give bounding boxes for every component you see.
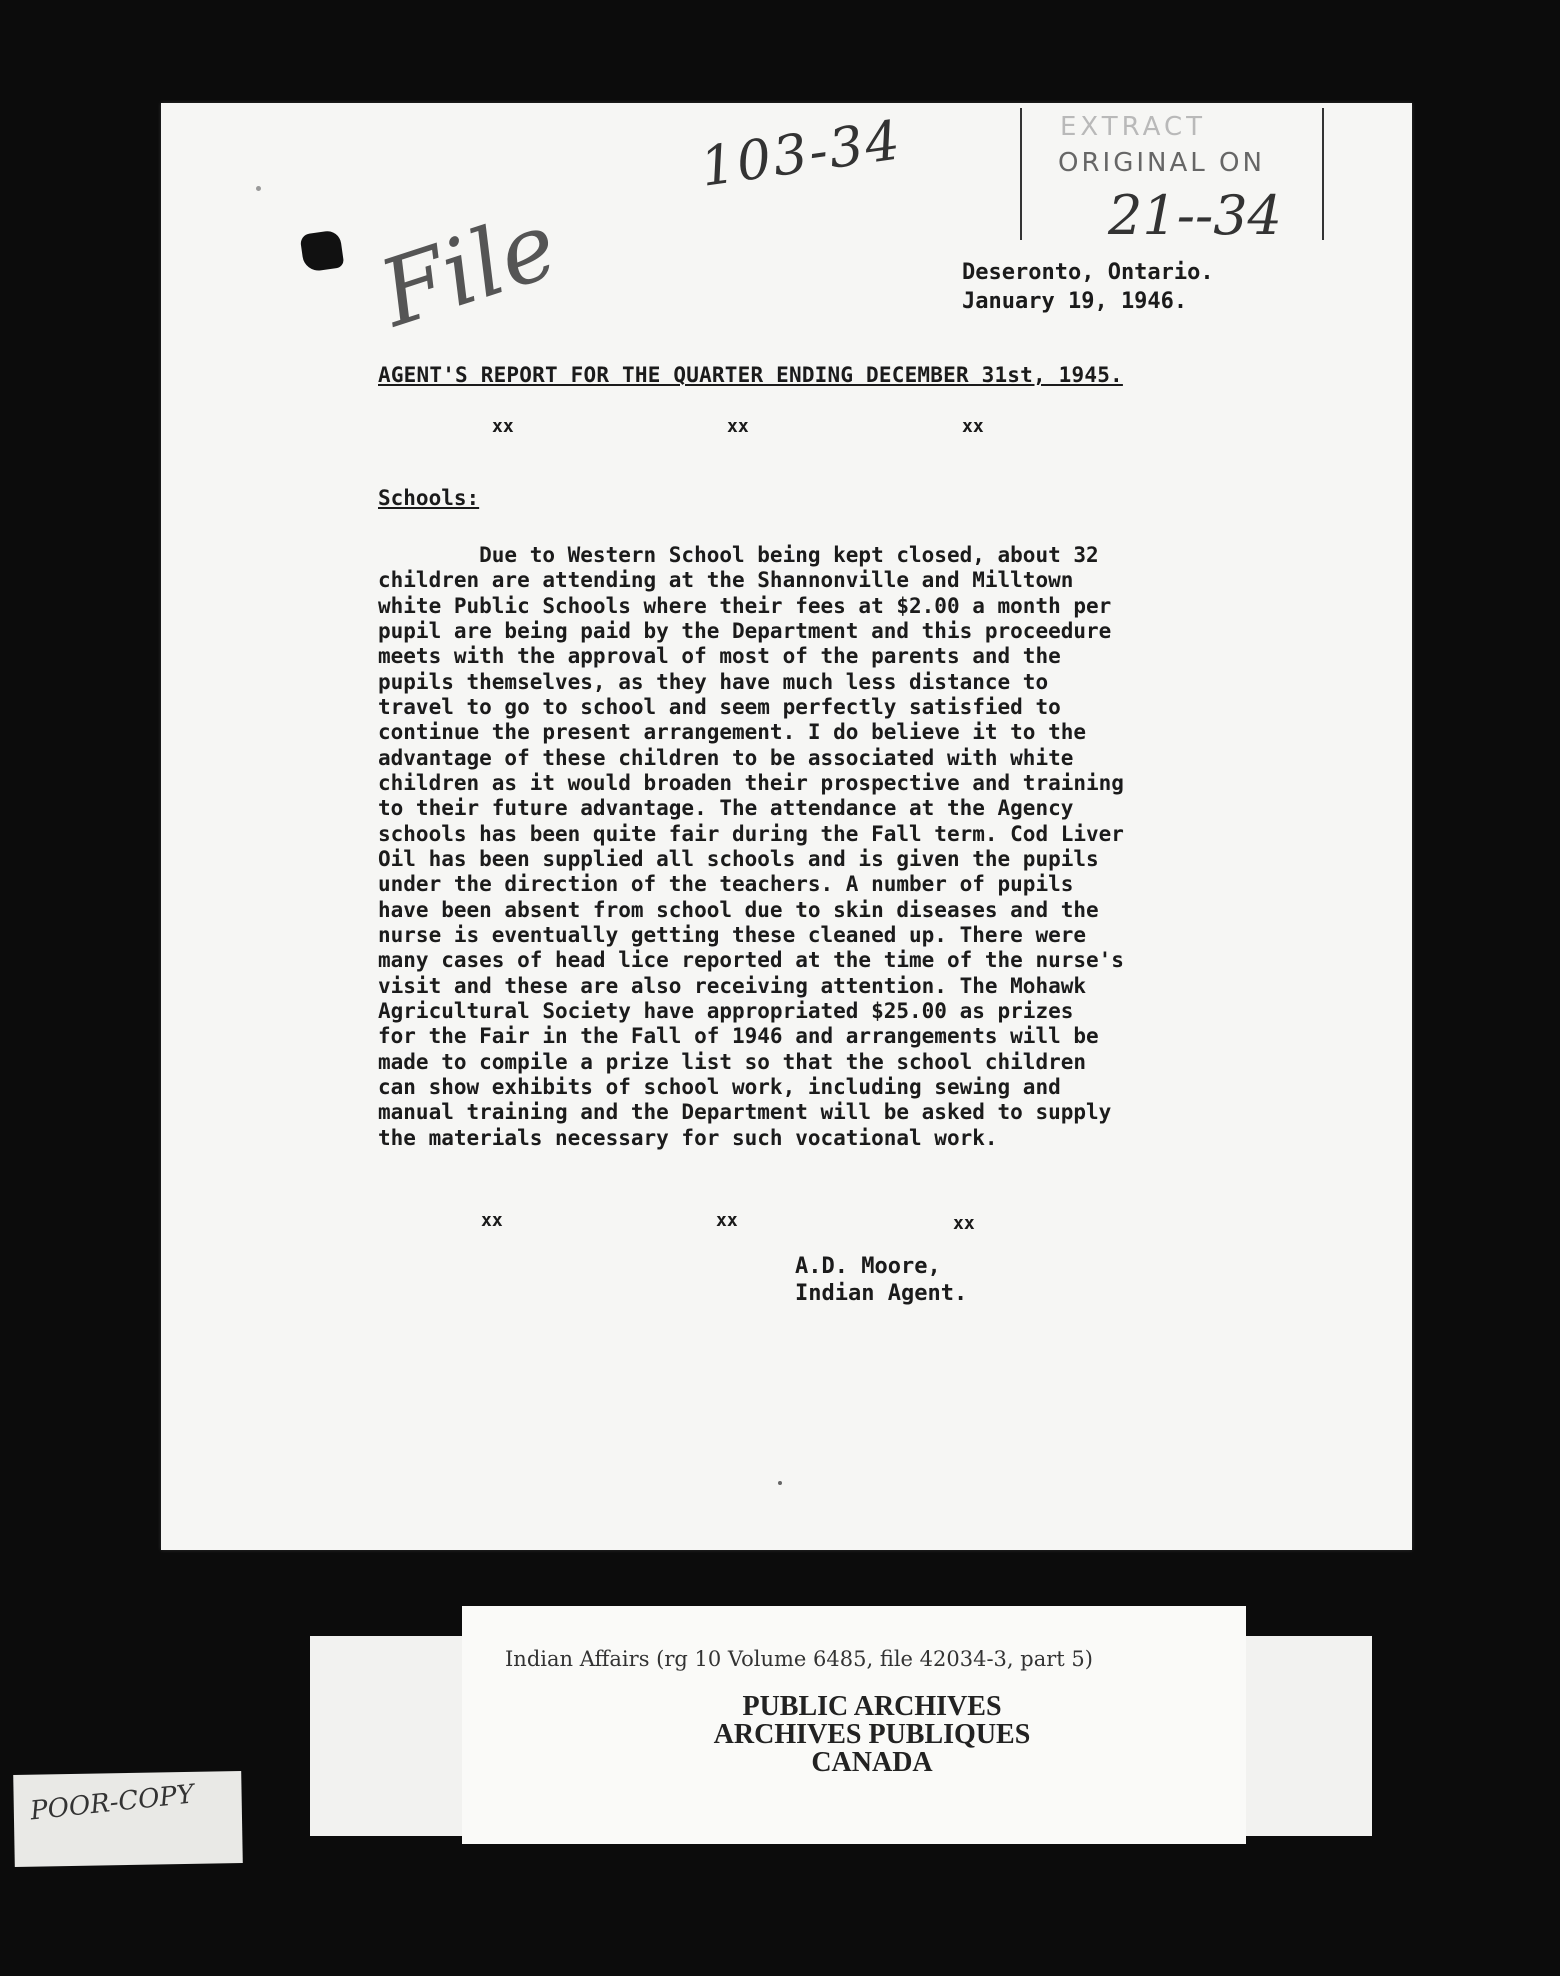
- body-line: travel to go to school and seem perfectly satisfied to: [378, 695, 1061, 719]
- body-line: many cases of head lice reported at the time of the nurse's: [378, 948, 1124, 972]
- separator-mark: xx: [716, 1210, 738, 1231]
- body-line: Oil has been supplied all schools and is given the pupils: [378, 847, 1099, 871]
- body-line: advantage of these children to be associated with white: [378, 746, 1074, 770]
- handwritten-file-annotation: File: [367, 191, 570, 348]
- signatory-title: Indian Agent.: [795, 1281, 968, 1306]
- letter-header: [962, 258, 1214, 316]
- body-line: have been absent from school due to skin diseases and the: [378, 898, 1099, 922]
- body-line: for the Fair in the Fall of 1946 and arrangements will be: [378, 1024, 1099, 1048]
- report-title: AGENT'S REPORT FOR THE QUARTER ENDING DECEMBER 31st, 1945.: [378, 363, 1123, 387]
- archive-reference: Indian Affairs (rg 10 Volume 6485, file 42034-3, part 5): [505, 1647, 1093, 1671]
- stamp-handwritten-number: 21--34: [1108, 184, 1282, 247]
- body-line: under the direction of the teachers. A number of pupils: [378, 872, 1074, 896]
- body-line: to their future advantage. The attendance at the Agency: [378, 796, 1074, 820]
- body-line: nurse is eventually getting these cleaned up. There were: [378, 923, 1087, 947]
- punch-hole-mark: [300, 229, 345, 272]
- signature-block: [795, 1253, 967, 1307]
- stamp-line-1: EXTRACT: [1060, 112, 1207, 142]
- body-line: the materials necessary for such vocational work.: [378, 1126, 998, 1150]
- body-line: continue the present arrangement. I do believe it to the: [378, 720, 1087, 744]
- archives-line-3: CANADA: [811, 1747, 933, 1778]
- speck: [256, 186, 261, 191]
- body-line: pupils themselves, as they have much less distance to: [378, 670, 1049, 694]
- body-line: children are attending at the Shannonville and Milltown: [378, 568, 1074, 592]
- separator-mark: xx: [481, 1210, 503, 1231]
- body-line: white Public Schools where their fees at $2.00 a month per: [378, 594, 1112, 618]
- signatory-name: A.D. Moore,: [795, 1254, 941, 1279]
- body-line: visit and these are also receiving attention. The Mohawk: [378, 974, 1087, 998]
- archives-line-2: ARCHIVES PUBLIQUES: [713, 1719, 1031, 1750]
- separator-mark: xx: [953, 1213, 975, 1234]
- body-line: manual training and the Department will be asked to supply: [378, 1100, 1112, 1124]
- date: January 19, 1946.: [962, 289, 1188, 314]
- handwritten-file-number: 103-34: [696, 108, 906, 199]
- archives-stamp: [562, 1693, 1182, 1777]
- body-line: children as it would broaden their prospective and training: [378, 771, 1124, 795]
- body-line: Agricultural Society have appropriated $25.00 as prizes: [378, 999, 1074, 1023]
- archives-line-1: PUBLIC ARCHIVES: [742, 1691, 1002, 1722]
- separator-mark: xx: [727, 416, 749, 437]
- body-line: pupil are being paid by the Department and this proceedure: [378, 619, 1112, 643]
- body-line: can show exhibits of school work, including sewing and: [378, 1075, 1061, 1099]
- place: Deseronto, Ontario.: [962, 260, 1214, 285]
- section-heading: Schools:: [378, 486, 480, 510]
- separator-mark: xx: [962, 416, 984, 437]
- stamp-line-2: ORIGINAL ON: [1058, 148, 1265, 178]
- body-line: Due to Western School being kept closed, about 32: [378, 543, 1099, 567]
- body-line: made to compile a prize list so that the school children: [378, 1050, 1087, 1074]
- speck: [778, 1481, 782, 1485]
- body-line: meets with the approval of most of the parents and the: [378, 644, 1061, 668]
- body-line: schools has been quite fair during the Fall term. Cod Liver: [378, 822, 1124, 846]
- poor-copy-label: POOR-COPY: [28, 1779, 196, 1827]
- separator-mark: xx: [492, 416, 514, 437]
